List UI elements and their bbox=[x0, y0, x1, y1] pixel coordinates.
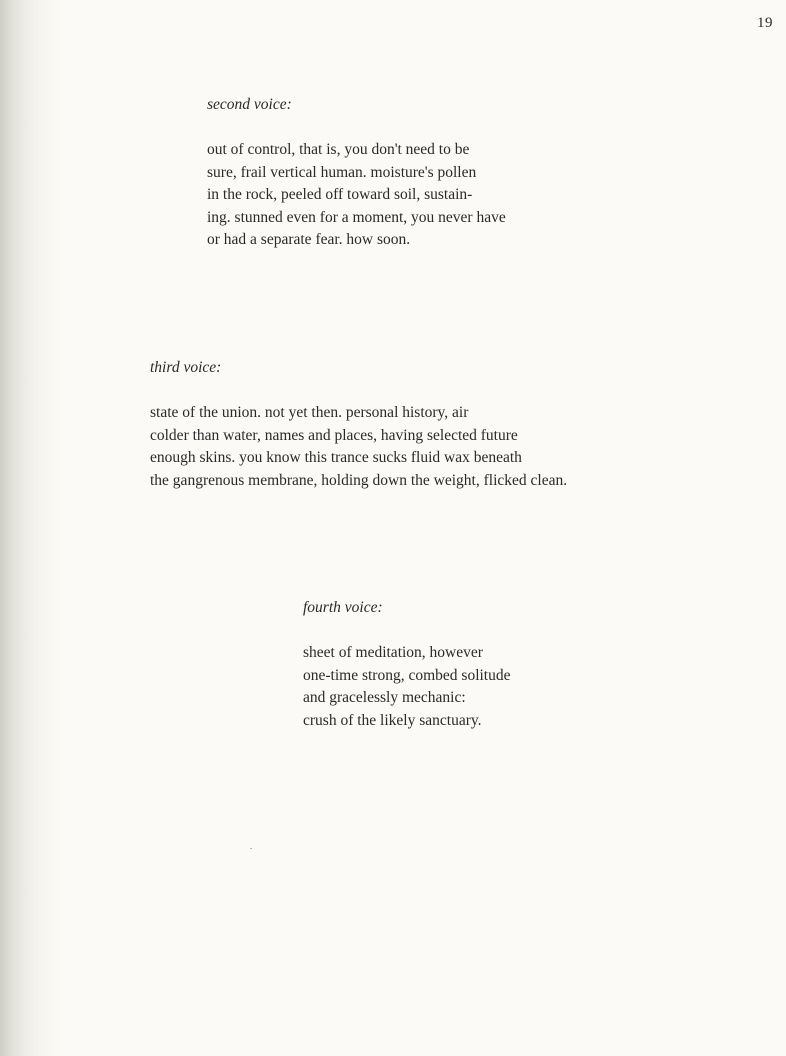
poem-line: one-time strong, combed solitude bbox=[303, 666, 511, 684]
poem-line: or had a separate fear. how soon. bbox=[207, 231, 411, 248]
poem-line: sheet of meditation, however bbox=[303, 644, 483, 661]
voice-label: fourth voice: bbox=[303, 599, 383, 616]
poem-line: enough skins. you know this trance sucks fluid wax beneath bbox=[150, 449, 522, 466]
poem-line: crush of the likely sanctuary. bbox=[303, 711, 482, 729]
paper-speck bbox=[250, 848, 252, 849]
poem-line: out of control, that is, you don't need to be bbox=[207, 141, 470, 158]
poem-line: sure, frail vertical human. moisture's pollen bbox=[207, 163, 477, 181]
stanza-second-voice bbox=[207, 94, 506, 252]
page-number: 19 bbox=[757, 15, 773, 31]
poem-line: state of the union. not yet then. personal history, air bbox=[150, 404, 469, 421]
book-gutter-shadow bbox=[0, 0, 60, 1056]
stanza-fourth-voice bbox=[303, 597, 511, 732]
poem-line: and gracelessly mechanic: bbox=[303, 689, 466, 706]
poem-line: colder than water, names and places, having selected future bbox=[150, 426, 518, 444]
voice-label: second voice: bbox=[207, 96, 292, 113]
poem-line: ing. stunned even for a moment, you never have bbox=[207, 208, 506, 226]
poem-line: in the rock, peeled off toward soil, sustain- bbox=[207, 186, 473, 203]
stanza-third-voice bbox=[150, 357, 567, 492]
voice-label: third voice: bbox=[150, 359, 222, 376]
poem-line: the gangrenous membrane, holding down the weight, flicked clean. bbox=[150, 471, 568, 489]
